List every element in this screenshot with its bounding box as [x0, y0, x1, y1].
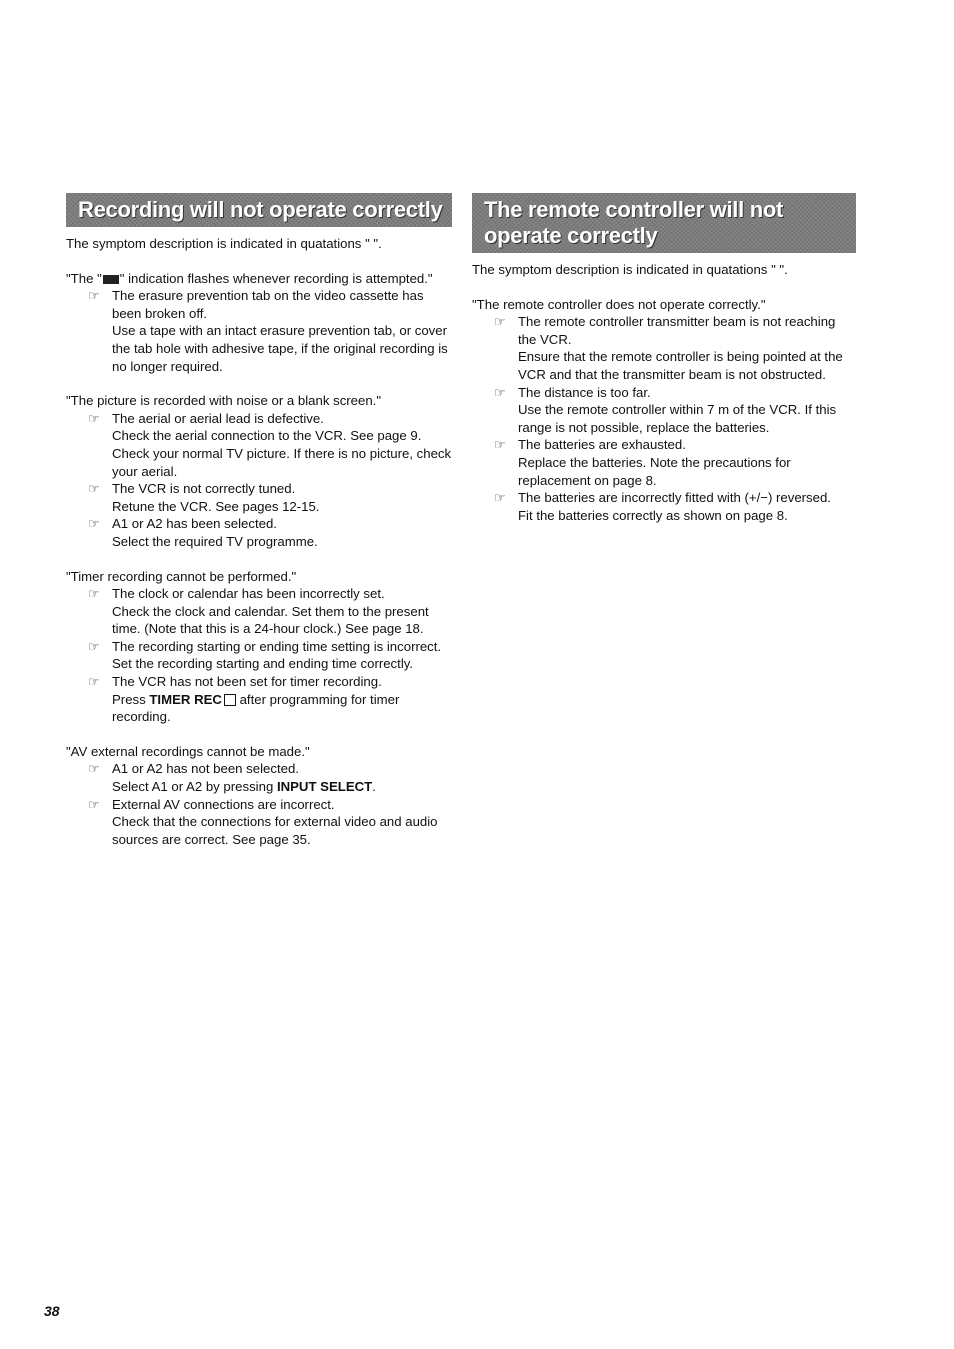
remedy: Check the clock and calendar. Set them to the present time. (Note that this is a 24-hour clock.) See page 18. [112, 603, 429, 637]
remedy: Press TIMER REC after programming for timer recording. [112, 691, 400, 725]
symptom-note: The symptom description is indicated in quatations " ". [472, 262, 788, 277]
cause: ☞ A1 or A2 has not been selected. [88, 761, 299, 777]
section-title-remote: The remote controller will not operate correctly [472, 193, 856, 253]
pointing-hand-icon: ☞ [494, 384, 506, 400]
cassette-mark-icon [103, 275, 119, 284]
symptom-remote: "The remote controller does not operate correctly." [472, 296, 766, 312]
remedy: Fit the batteries correctly as shown on page 8. [518, 507, 788, 523]
pointing-hand-icon: ☞ [88, 638, 100, 654]
section-title-recording: Recording will not operate correctly [66, 193, 452, 227]
remedy: Ensure that the remote controller is being pointed at the VCR and that the transmitter beam is not obstructed. [518, 349, 843, 382]
right-column [472, 193, 856, 524]
cause: ☞ External AV connections are incorrect. [88, 796, 335, 812]
pointing-hand-icon: ☞ [494, 314, 506, 330]
pointing-hand-icon: ☞ [88, 674, 100, 690]
cause: ☞ The VCR has not been set for timer recording. [88, 674, 382, 690]
timer-rec-box-icon [224, 694, 236, 706]
remedy: Set the recording starting and ending time correctly. [112, 656, 414, 672]
remedy: Check the aerial connection to the VCR. See page 9. Check your normal TV picture. If there is no picture, check your aerial. [112, 428, 452, 479]
cause: ☞ The VCR is not correctly tuned. [88, 481, 296, 497]
pointing-hand-icon: ☞ [88, 481, 100, 497]
cause: ☞ The clock or calendar has been incorrectly set. [88, 586, 385, 602]
left-column [66, 193, 452, 848]
pointing-hand-icon: ☞ [88, 761, 100, 777]
pointing-hand-icon: ☞ [88, 586, 100, 602]
symptom-note: The symptom description is indicated in quatations " ". [66, 236, 382, 251]
cause: ☞ The distance is too far. [494, 384, 651, 400]
remedy: Select the required TV programme. [112, 533, 318, 549]
cause: ☞ A1 or A2 has been selected. [88, 516, 277, 532]
remedy: Replace the batteries. Note the precautions for replacement on page 8. [518, 454, 791, 488]
pointing-hand-icon: ☞ [494, 490, 506, 506]
page-number: 38 [44, 1303, 60, 1319]
pointing-hand-icon: ☞ [494, 437, 506, 453]
pointing-hand-icon: ☞ [88, 796, 100, 812]
cause: ☞ The remote controller transmitter beam is not reaching the VCR. [494, 314, 836, 347]
remedy: Use a tape with an intact erasure prevention tab, or cover the tab hole with adhesive tape, if the original recording is no longer required. [112, 323, 448, 374]
cause: ☞ The aerial or aerial lead is defective. [88, 410, 324, 426]
symptom-av-external: "AV external recordings cannot be made." [66, 743, 310, 759]
cause: ☞ The recording starting or ending time setting is incorrect. [88, 638, 442, 654]
cause: ☞ The erasure prevention tab on the video cassette has been broken off. [88, 288, 424, 321]
symptom-indication-flashes: "The " " indication flashes whenever recording is attempted." [66, 270, 433, 286]
pointing-hand-icon: ☞ [88, 516, 100, 532]
pointing-hand-icon: ☞ [88, 410, 100, 426]
remedy: Retune the VCR. See pages 12-15. [112, 498, 320, 514]
cause: ☞ The batteries are incorrectly fitted with (+/−) reversed. [494, 490, 831, 506]
pointing-hand-icon: ☞ [88, 288, 100, 304]
remedy: Select A1 or A2 by pressing INPUT SELECT. [112, 779, 376, 795]
cause: ☞ The batteries are exhausted. [494, 437, 686, 453]
remedy: Use the remote controller within 7 m of the VCR. If this range is not possible, replace the batteries. [518, 402, 837, 435]
symptom-picture-noise: "The picture is recorded with noise or a blank screen." [66, 393, 382, 409]
symptom-timer-recording: "Timer recording cannot be performed." [66, 568, 297, 584]
remedy: Check that the connections for external video and audio sources are correct. See page 35. [112, 814, 438, 847]
